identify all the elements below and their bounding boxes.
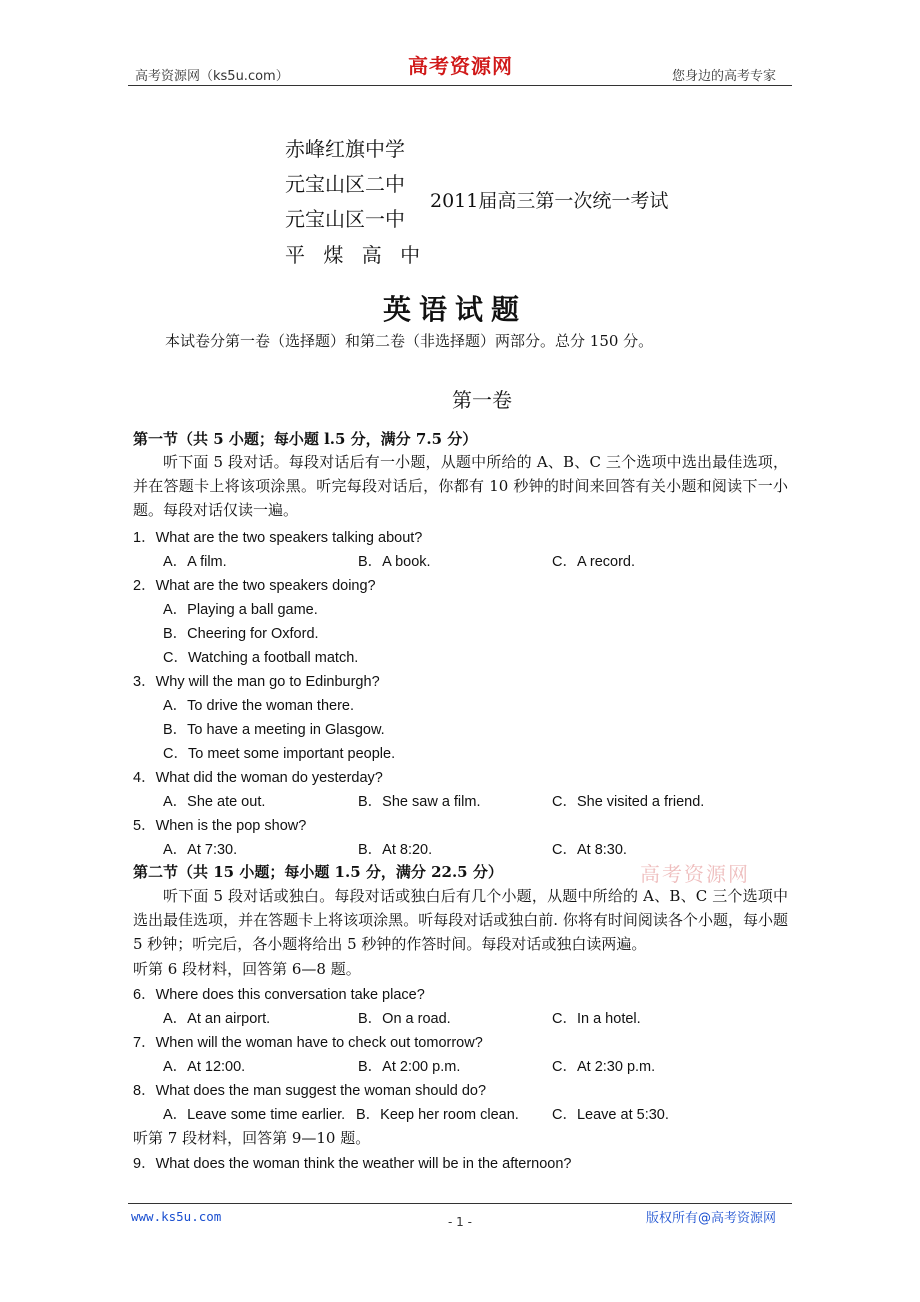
option-c: C．Leave at 5:30.	[552, 1107, 669, 1123]
header-site-name: 高考资源网（ks5u.com）	[135, 69, 289, 84]
material-instruction: 听第 7 段材料，回答第 9—10 题。	[133, 1129, 371, 1147]
question-text: 4．What did the woman do yesterday?	[133, 770, 383, 786]
question-text: 6．Where does this conversation take place?	[133, 987, 425, 1003]
school-name: 元宝山区二中	[285, 172, 405, 196]
option-a: A．At 12:00.	[163, 1059, 246, 1075]
volume-heading: 第一卷	[452, 388, 512, 412]
school-name: 平 煤 高 中	[285, 243, 427, 267]
option-a: A．To drive the woman there.	[163, 698, 355, 714]
option-a: A．A film.	[163, 554, 227, 570]
school-name: 元宝山区一中	[285, 207, 405, 231]
option-a: A．Playing a ball game.	[163, 602, 318, 618]
option-b: B．Cheering for Oxford.	[163, 626, 319, 642]
option-c: C．In a hotel.	[552, 1011, 641, 1027]
section-instructions: 听下面 5 段对话或独白。每段对话或独白后有几个小题，从题中所给的 A、B、C 三个选项中选出最佳选项，并在答题卡上将该项涂黑。听每段对话或独白前. 你将有时间阅读各个小题，每小题 5 秒钟；听完后，各小题将给出 5 秒钟的作答时间。每段对话或独白读两遍。	[133, 887, 788, 953]
option-c: C．A record.	[552, 554, 635, 570]
option-c: C．At 2:30 p.m.	[552, 1059, 656, 1075]
header-slogan: 您身边的高考专家	[672, 69, 777, 84]
question-text: 8．What does the man suggest the woman should do?	[133, 1083, 487, 1099]
material-instruction: 听第 6 段材料，回答第 6—8 题。	[133, 960, 361, 978]
option-b: B．On a road.	[358, 1011, 451, 1027]
question-text: 2．What are the two speakers doing?	[133, 578, 376, 594]
option-b: B．Keep her room clean.	[356, 1107, 519, 1123]
header-divider	[128, 85, 792, 86]
intro-text: 本试卷分第一卷（选择题）和第二卷（非选择题）两部分。总分 150 分。	[165, 332, 654, 350]
section-heading: 第一节（共 5 小题；每小题 l.5 分，满分 7.5 分）	[133, 430, 478, 448]
footer-link[interactable]: www.ks5u.com	[131, 1209, 222, 1224]
question-text: 7．When will the woman have to check out tomorrow?	[133, 1035, 483, 1051]
question-text: 1．What are the two speakers talking about?	[133, 530, 423, 546]
exam-name: 2011届高三第一次统一考试	[430, 190, 669, 212]
page-number: - 1 -	[448, 1215, 472, 1229]
option-b: B．She saw a film.	[358, 794, 481, 810]
option-c: C．She visited a friend.	[552, 794, 705, 810]
watermark: 高考资源网	[640, 862, 750, 886]
option-a: A．Leave some time earlier.	[163, 1107, 346, 1123]
section-instructions: 听下面 5 段对话。每段对话后有一小题，从题中所给的 A、B、C 三个选项中选出最佳选项，并在答题卡上将该项涂黑。听完每段对话后，你都有 10 秒钟的时间来回答有关小题和阅读下一小题。每段对话仅读一遍。	[133, 453, 788, 519]
option-c: C．At 8:30.	[552, 842, 627, 858]
header-logo: 高考资源网	[408, 54, 513, 78]
section-heading: 第二节（共 15 小题；每小题 1.5 分，满分 22.5 分）	[133, 863, 503, 881]
option-a: A．At an airport.	[163, 1011, 271, 1027]
option-b: B．At 8:20.	[358, 842, 433, 858]
question-text: 9．What does the woman think the weather will be in the afternoon?	[133, 1156, 572, 1172]
option-b: B．To have a meeting in Glasgow.	[163, 722, 385, 738]
option-c: C．To meet some important people.	[163, 746, 396, 762]
option-a: A．She ate out.	[163, 794, 266, 810]
option-b: B．At 2:00 p.m.	[358, 1059, 461, 1075]
option-c: C．Watching a football match.	[163, 650, 359, 666]
option-b: B．A book.	[358, 554, 431, 570]
option-a: A．At 7:30.	[163, 842, 238, 858]
page-title: 英语试题	[383, 293, 528, 326]
question-text: 3．Why will the man go to Edinburgh?	[133, 674, 380, 690]
footer-divider	[128, 1203, 792, 1204]
footer-copyright: 版权所有@高考资源网	[646, 1211, 777, 1226]
school-name: 赤峰红旗中学	[285, 137, 405, 161]
question-text: 5．When is the pop show?	[133, 818, 307, 834]
